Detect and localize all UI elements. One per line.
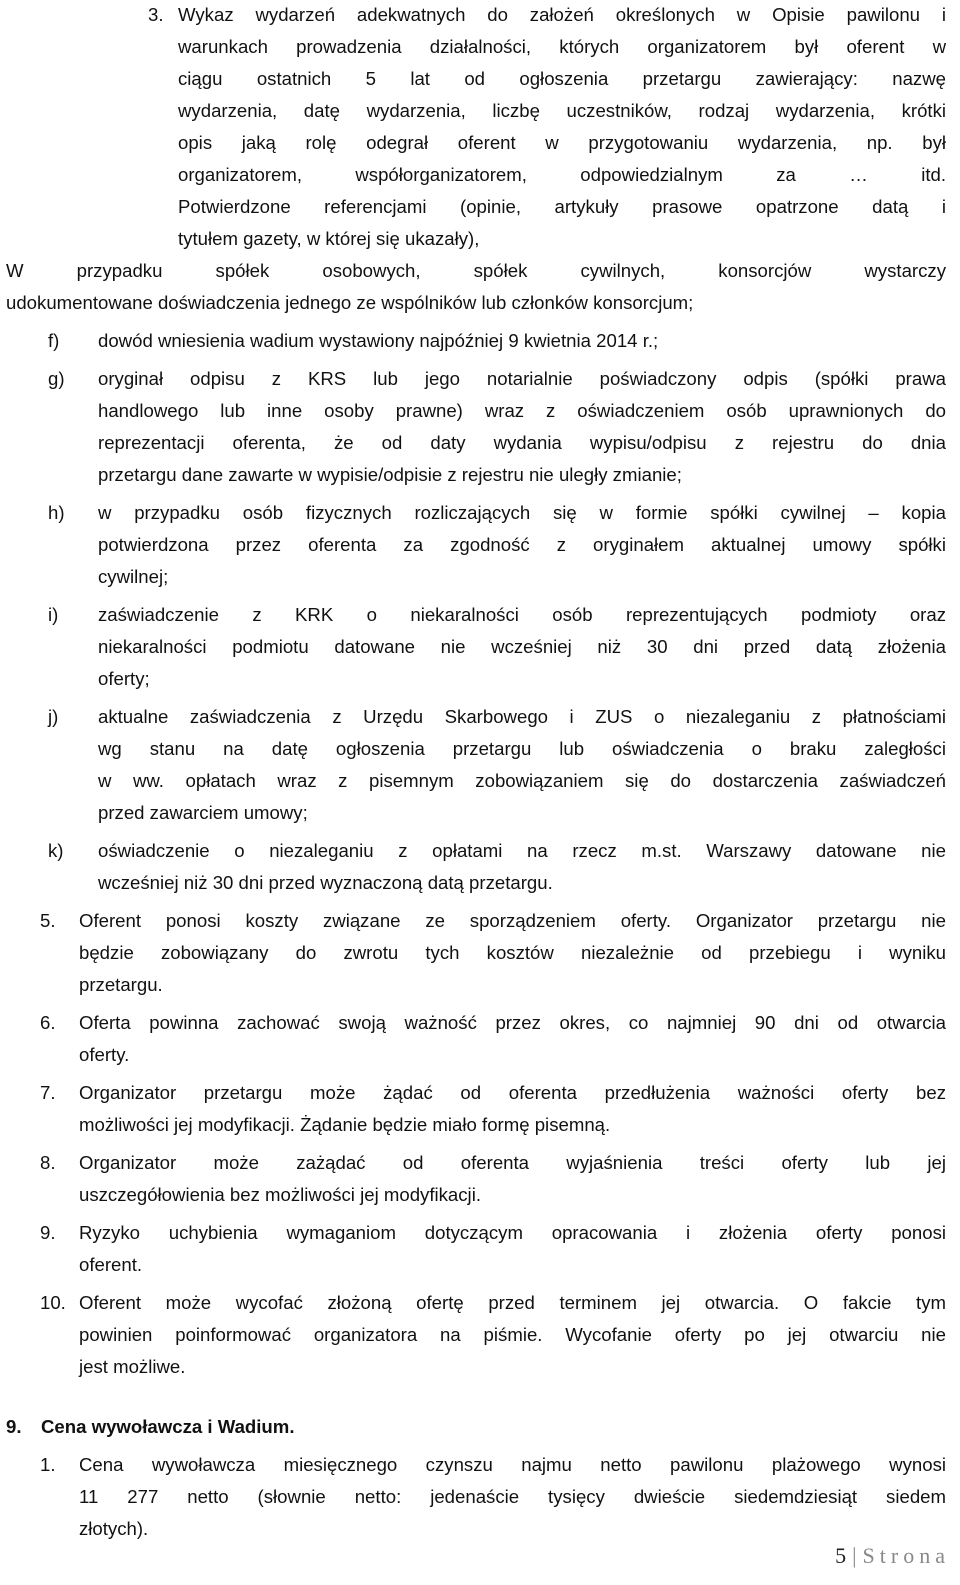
item-10-line-3: jest możliwe. bbox=[79, 1356, 186, 1377]
item-g-label: g) bbox=[48, 368, 65, 389]
item-3-label: 3. bbox=[148, 4, 164, 25]
item-g-line-2: handlowego lub inne osoby prawne) wraz z oświadczeniem osób uprawnionych do bbox=[98, 400, 946, 421]
item-i-line-2: niekaralności podmiotu datowane nie wcześniej niż 30 dni przed datą złożenia bbox=[98, 636, 946, 657]
item-h-label: h) bbox=[48, 502, 65, 523]
item-j-line-1: aktualne zaświadczenia z Urzędu Skarbowego i ZUS o niezaleganiu z płatnościami bbox=[98, 706, 946, 727]
item-8-line-2: uszczegółowienia bez możliwości jej modyfikacji. bbox=[79, 1184, 481, 1205]
section-9-item-1-label: 1. bbox=[40, 1454, 56, 1475]
item-3-line-4: wydarzenia, datę wydarzenia, liczbę uczestników, rodzaj wydarzenia, krótki bbox=[178, 100, 946, 121]
footer-separator: | bbox=[852, 1543, 857, 1568]
item-f-label: f) bbox=[48, 330, 60, 351]
item-h-line-1: w przypadku osób fizycznych rozliczających się w formie spółki cywilnej – kopia bbox=[98, 502, 946, 523]
item-j-line-3: w ww. opłatach wraz z pisemnym zobowiązaniem się do dostarczenia zaświadczeń bbox=[98, 770, 946, 791]
item-3-line-3: ciągu ostatnich 5 lat od ogłoszenia przetargu zawierający: nazwę bbox=[178, 68, 946, 89]
item-9-line-2: oferent. bbox=[79, 1254, 143, 1275]
item-5-line-3: przetargu. bbox=[79, 974, 163, 995]
item-7-label: 7. bbox=[40, 1082, 56, 1103]
partners-note-line-1: W przypadku spółek osobowych, spółek cywilnych, konsorcjów wystarczy bbox=[6, 260, 946, 281]
item-g-line-4: przetargu dane zawarte w wypisie/odpisie z rejestru nie uległy zmianie; bbox=[98, 464, 682, 485]
item-k-line-1: oświadczenie o niezaleganiu z opłatami na rzecz m.st. Warszawy datowane nie bbox=[98, 840, 946, 861]
item-g-line-3: reprezentacji oferenta, że od daty wydania wypisu/odpisu z rejestru do dnia bbox=[98, 432, 946, 453]
item-9-line-1: Ryzyko uchybienia wymaganiom dotyczącym opracowania i złożenia oferty ponosi bbox=[79, 1222, 946, 1243]
item-3-line-5: opis jaką rolę odegrał oferent w przygotowaniu wydarzenia, np. był bbox=[178, 132, 946, 153]
item-7-line-1: Organizator przetargu może żądać od oferenta przedłużenia ważności oferty bez bbox=[79, 1082, 946, 1103]
section-9-item-1-line-3: złotych). bbox=[79, 1518, 149, 1539]
page-number: 5 bbox=[835, 1543, 847, 1568]
item-5-label: 5. bbox=[40, 910, 56, 931]
footer-page-word: Strona bbox=[862, 1543, 950, 1568]
item-k-line-2: wcześniej niż 30 dni przed wyznaczoną datą przetargu. bbox=[98, 872, 553, 893]
item-h-line-2: potwierdzona przez oferenta za zgodność z oryginałem aktualnej umowy spółki bbox=[98, 534, 946, 555]
section-9-item-1-line-2: 11 277 netto (słownie netto: jedenaście tysięcy dwieście siedemdziesiąt siedem bbox=[79, 1486, 946, 1507]
item-6-label: 6. bbox=[40, 1012, 56, 1033]
item-g-line-1: oryginał odpisu z KRS lub jego notarialnie poświadczony odpis (spółki prawa bbox=[98, 368, 946, 389]
item-3-line-7: Potwierdzone referencjami (opinie, artykuły prasowe opatrzone datą i bbox=[178, 196, 946, 217]
item-7-line-2: możliwości jej modyfikacji. Żądanie będzie miało formę pisemną. bbox=[79, 1114, 611, 1135]
item-j-label: j) bbox=[48, 706, 59, 727]
item-10-line-1: Oferent może wycofać złożoną ofertę przed terminem jej otwarcia. O fakcie tym bbox=[79, 1292, 946, 1313]
item-3-line-1: Wykaz wydarzeń adekwatnych do założeń określonych w Opisie pawilonu i bbox=[178, 4, 946, 25]
item-6-line-2: oferty. bbox=[79, 1044, 130, 1065]
item-5-line-1: Oferent ponosi koszty związane ze sporządzeniem oferty. Organizator przetargu nie bbox=[79, 910, 946, 931]
item-3-line-2: warunkach prowadzenia działalności, których organizatorem był oferent w bbox=[178, 36, 946, 57]
item-9-label: 9. bbox=[40, 1222, 56, 1243]
item-5-line-2: będzie zobowiązany do zwrotu tych kosztów niezależnie od przebiegu i wyniku bbox=[79, 942, 946, 963]
item-i-line-3: oferty; bbox=[98, 668, 150, 689]
item-j-line-2: wg stanu na datę ogłoszenia przetargu lub oświadczenia o braku zaległości bbox=[98, 738, 946, 759]
page-footer bbox=[835, 1543, 950, 1569]
item-i-line-1: zaświadczenie z KRK o niekaralności osób reprezentujących podmioty oraz bbox=[98, 604, 946, 625]
item-i-label: i) bbox=[48, 604, 59, 625]
item-f-line-1: dowód wniesienia wadium wystawiony najpóźniej 9 kwietnia 2014 r.; bbox=[98, 330, 659, 351]
item-3-line-8: tytułem gazety, w której się ukazały), bbox=[178, 228, 480, 249]
item-8-line-1: Organizator może zażądać od oferenta wyjaśnienia treści oferty lub jej bbox=[79, 1152, 946, 1173]
section-9-item-1-line-1: Cena wywoławcza miesięcznego czynszu najmu netto pawilonu plażowego wynosi bbox=[79, 1454, 946, 1475]
item-6-line-1: Oferta powinna zachować swoją ważność przez okres, co najmniej 90 dni od otwarcia bbox=[79, 1012, 946, 1033]
item-8-label: 8. bbox=[40, 1152, 56, 1173]
section-9-title: Cena wywoławcza i Wadium. bbox=[41, 1416, 295, 1437]
item-10-line-2: powinien poinformować organizatora na piśmie. Wycofanie oferty po jej otwarciu nie bbox=[79, 1324, 946, 1345]
item-h-line-3: cywilnej; bbox=[98, 566, 169, 587]
item-3-line-6: organizatorem, współorganizatorem, odpowiedzialnym za … itd. bbox=[178, 164, 946, 185]
item-j-line-4: przed zawarciem umowy; bbox=[98, 802, 308, 823]
item-k-label: k) bbox=[48, 840, 64, 861]
partners-note-line-2: udokumentowane doświadczenia jednego ze wspólników lub członków konsorcjum; bbox=[6, 292, 694, 313]
section-9-number: 9. bbox=[6, 1416, 22, 1437]
item-10-label: 10. bbox=[40, 1292, 66, 1313]
